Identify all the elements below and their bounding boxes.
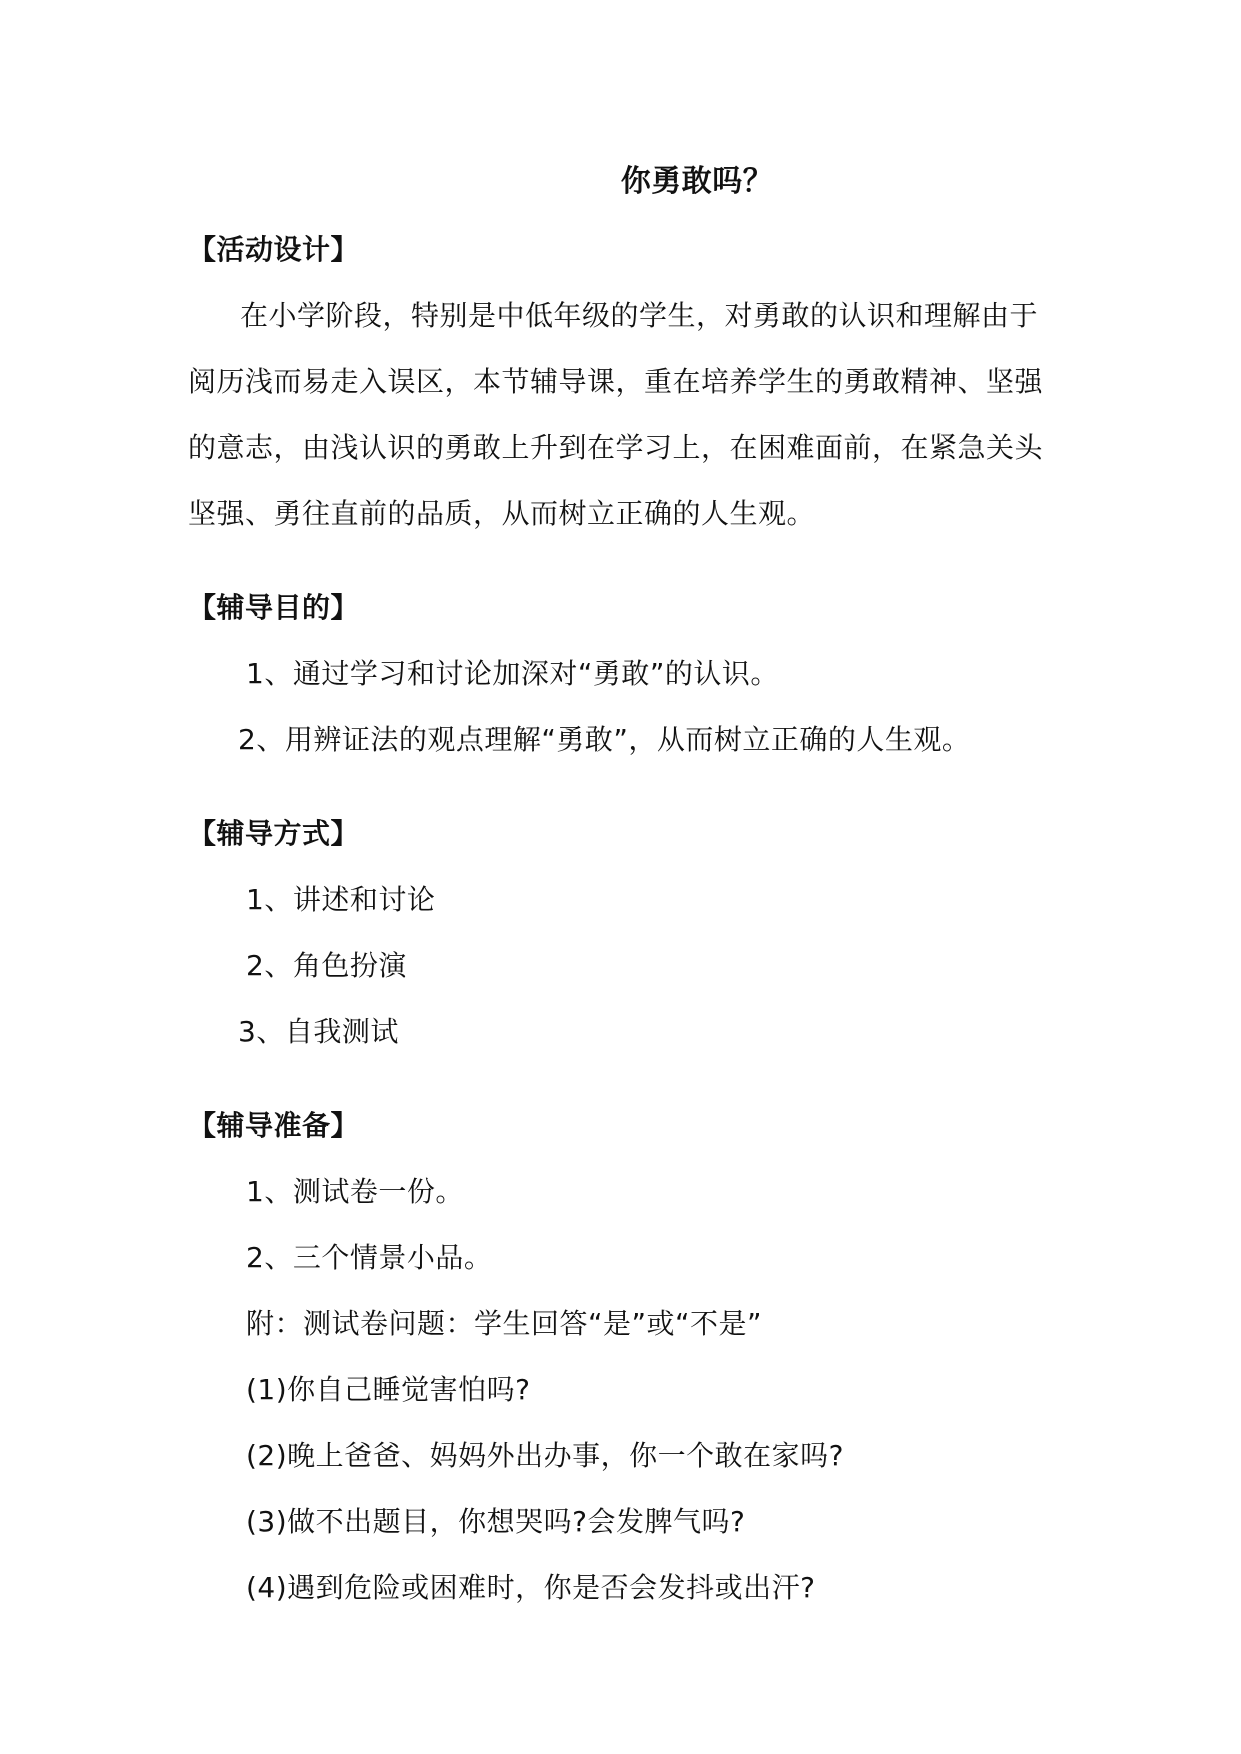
list-item: 1、测试卷一份。 (246, 1175, 464, 1208)
list-item: 2、角色扮演 (246, 949, 407, 982)
section-heading-preparation: 【辅导准备】 (188, 1109, 360, 1142)
list-item: 1、通过学习和讨论加深对“勇敢”的认识。 (246, 657, 779, 690)
question-item: (2)晚上爸爸、妈妈外出办事，你一个敢在家吗? (246, 1439, 845, 1472)
paragraph-line: 阅历浅而易走入误区，本节辅导课，重在培养学生的勇敢精神、坚强 (188, 365, 1044, 398)
question-item: (4)遇到危险或困难时，你是否会发抖或出汗? (246, 1571, 816, 1604)
paragraph-line: 坚强、勇往直前的品质，从而树立正确的人生观。 (188, 497, 816, 530)
list-item: 2、三个情景小品。 (246, 1241, 493, 1274)
section-heading-purpose: 【辅导目的】 (188, 591, 360, 624)
list-item: 附：测试卷问题：学生回答“是”或“不是” (246, 1307, 763, 1340)
page-title: 你勇敢吗？ (620, 164, 774, 199)
question-item: (3)做不出题目，你想哭吗?会发脾气吗? (246, 1505, 746, 1538)
list-item: 3、自我测试 (238, 1015, 399, 1048)
paragraph-line: 在小学阶段，特别是中低年级的学生，对勇敢的认识和理解由于 (240, 299, 1039, 332)
list-item: 2、用辨证法的观点理解“勇敢”，从而树立正确的人生观。 (238, 723, 971, 756)
list-item: 1、讲述和讨论 (246, 883, 436, 916)
question-item: (1)你自己睡觉害怕吗? (246, 1373, 531, 1406)
paragraph-line: 的意志，由浅认识的勇敢上升到在学习上，在困难面前，在紧急关头 (188, 431, 1044, 464)
section-heading-method: 【辅导方式】 (188, 817, 360, 850)
section-heading-activity-design: 【活动设计】 (188, 233, 360, 266)
